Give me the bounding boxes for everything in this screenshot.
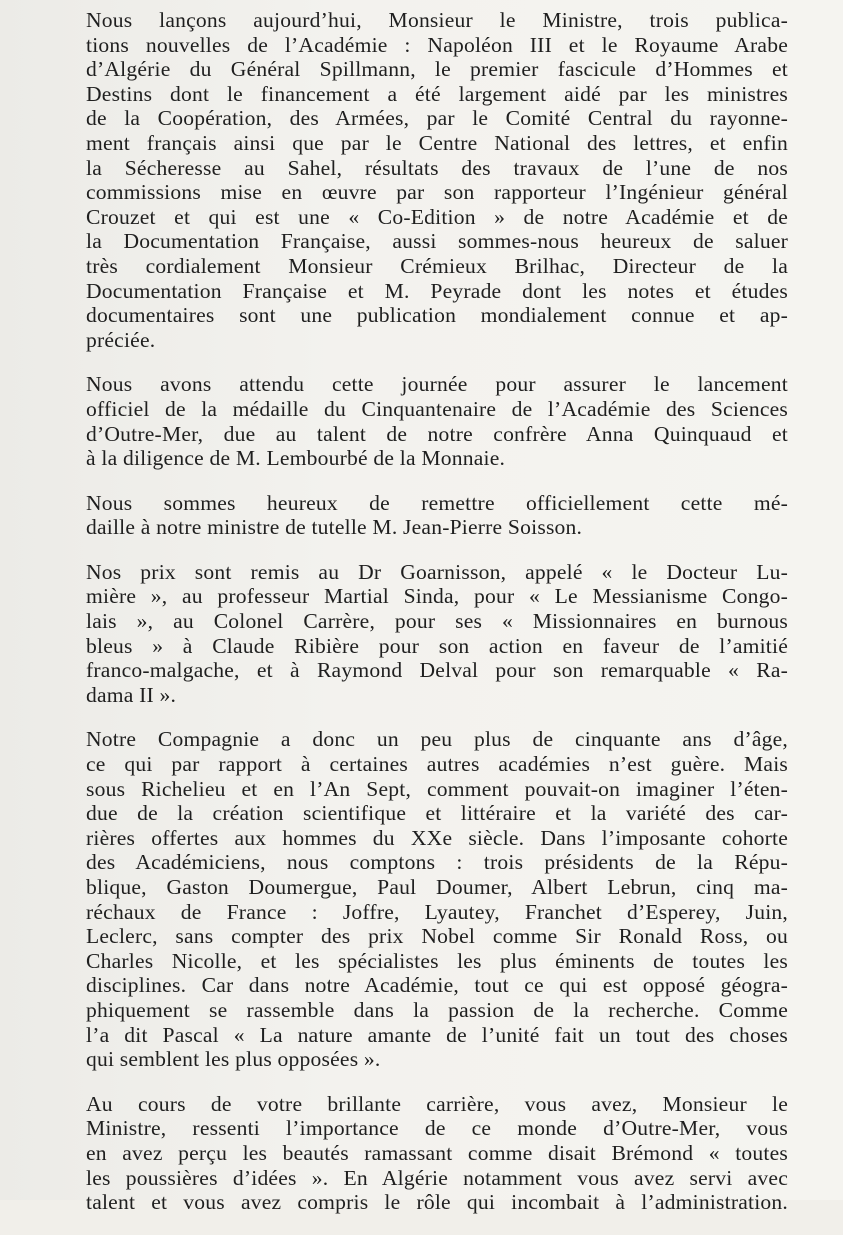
text-line: Au cours de votre brillante carrière, vous avez, Monsieur le — [86, 1091, 788, 1116]
text-line: franco-malgache, et à Raymond Delval pour son remarquable « Ra- — [86, 658, 788, 683]
text-line: des Académiciens, nous comptons : trois présidents de la Répu- — [86, 850, 788, 875]
text-line: Nous sommes heureux de remettre officiellement cette mé- — [86, 490, 788, 515]
text-line: les poussières d’idées ». En Algérie notamment vous avez servi avec — [86, 1165, 788, 1190]
text-line: blique, Gaston Doumergue, Paul Doumer, Albert Lebrun, cinq ma- — [86, 875, 788, 899]
paragraph-publications — [60, 8, 788, 352]
text-line: Notre Compagnie a donc un peu plus de cinquante ans d’âge, — [86, 727, 788, 752]
paragraph-history — [60, 727, 788, 1071]
text-line: Charles Nicolle, et les spécialistes les plus éminents de toutes les — [86, 948, 788, 973]
paragraph-medal-launch — [60, 372, 788, 470]
text-line: d’Outre-Mer, due au talent de notre confrère Anna Quinquaud et — [86, 421, 788, 446]
text-line: la Sécheresse au Sahel, résultats des travaux de l’une de nos — [86, 155, 788, 180]
text-line: disciplines. Car dans notre Académie, tout ce qui est opposé géogra- — [86, 973, 788, 998]
text-line: due de la création scientifique et littéraire et la variété des car- — [86, 801, 788, 826]
text-line: de la Coopération, des Armées, par le Comité Central du rayonne- — [86, 106, 788, 131]
text-line: ment français ainsi que par le Centre National des lettres, et enfin — [86, 130, 788, 155]
text-line: commissions mise en œuvre par son rapporteur l’Ingénieur général — [86, 180, 788, 205]
text-line: tions nouvelles de l’Académie : Napoléon III et le Royaume Arabe — [86, 32, 788, 57]
paragraph-medal-award — [60, 491, 788, 540]
text-line: la Documentation Française, aussi sommes-nous heureux de saluer — [86, 229, 788, 254]
text-line: Nous lançons aujourd’hui, Monsieur le Ministre, trois publica- — [86, 8, 788, 32]
paragraph-prizes — [60, 560, 788, 708]
text-line: Crouzet et qui est une « Co-Edition » de notre Académie et de — [86, 204, 788, 229]
text-line: Documentation Française et M. Peyrade dont les notes et études — [86, 278, 788, 303]
text-line: l’a dit Pascal « La nature amante de l’unité fait un tout des choses — [86, 1022, 788, 1047]
text-line: phiquement se rassemble dans la passion de la recherche. Comme — [86, 997, 788, 1022]
text-line: à la diligence de M. Lembourbé de la Monnaie. — [86, 446, 506, 471]
text-line: en avez perçu les beautés ramassant comme disait Brémond « toutes — [86, 1140, 788, 1165]
text-line: préciée. — [86, 327, 156, 352]
text-line: dama II ». — [86, 682, 177, 707]
text-line: Ministre, ressenti l’importance de ce monde d’Outre-Mer, vous — [86, 1116, 788, 1141]
text-line: Destins dont le financement a été largement aidé par les ministres — [86, 81, 788, 106]
text-line: Nos prix sont remis au Dr Goarnisson, appelé « le Docteur Lu- — [86, 559, 788, 584]
text-line: documentaires sont une publication mondialement connue et ap- — [86, 303, 788, 328]
document-body — [60, 8, 788, 1235]
text-line: Nous avons attendu cette journée pour assurer le lancement — [86, 372, 788, 397]
text-line: bleus » à Claude Ribière pour son action en faveur de l’amitié — [86, 633, 788, 658]
text-line: qui semblent les plus opposées ». — [86, 1047, 381, 1072]
text-line: réchaux de France : Joffre, Lyautey, Franchet d’Esperey, Juin, — [86, 899, 788, 924]
text-line: lais », au Colonel Carrère, pour ses « Missionnaires en burnous — [86, 609, 788, 634]
text-line: talent et vous avez compris le rôle qui incombait à l’administration. — [86, 1190, 788, 1215]
text-line: rières offertes aux hommes du XXe siècle. Dans l’imposante cohorte — [86, 825, 788, 850]
text-line: mière », au professeur Martial Sinda, pour « Le Messianisme Congo- — [86, 584, 788, 609]
text-line: officiel de la médaille du Cinquantenaire de l’Académie des Sciences — [86, 396, 788, 421]
text-line: sous Richelieu et en l’An Sept, comment pouvait-on imaginer l’éten- — [86, 776, 788, 801]
text-line: très cordialement Monsieur Crémieux Brilhac, Directeur de la — [86, 253, 788, 278]
text-line: d’Algérie du Général Spillmann, le premier fascicule d’Hommes et — [86, 57, 788, 82]
paragraph-minister-career — [60, 1092, 788, 1215]
text-line: ce qui par rapport à certaines autres académies n’est guère. Mais — [86, 752, 788, 777]
text-line: Leclerc, sans compter des prix Nobel comme Sir Ronald Ross, ou — [86, 924, 788, 949]
text-line: daille à notre ministre de tutelle M. Jean-Pierre Soisson. — [86, 515, 583, 540]
